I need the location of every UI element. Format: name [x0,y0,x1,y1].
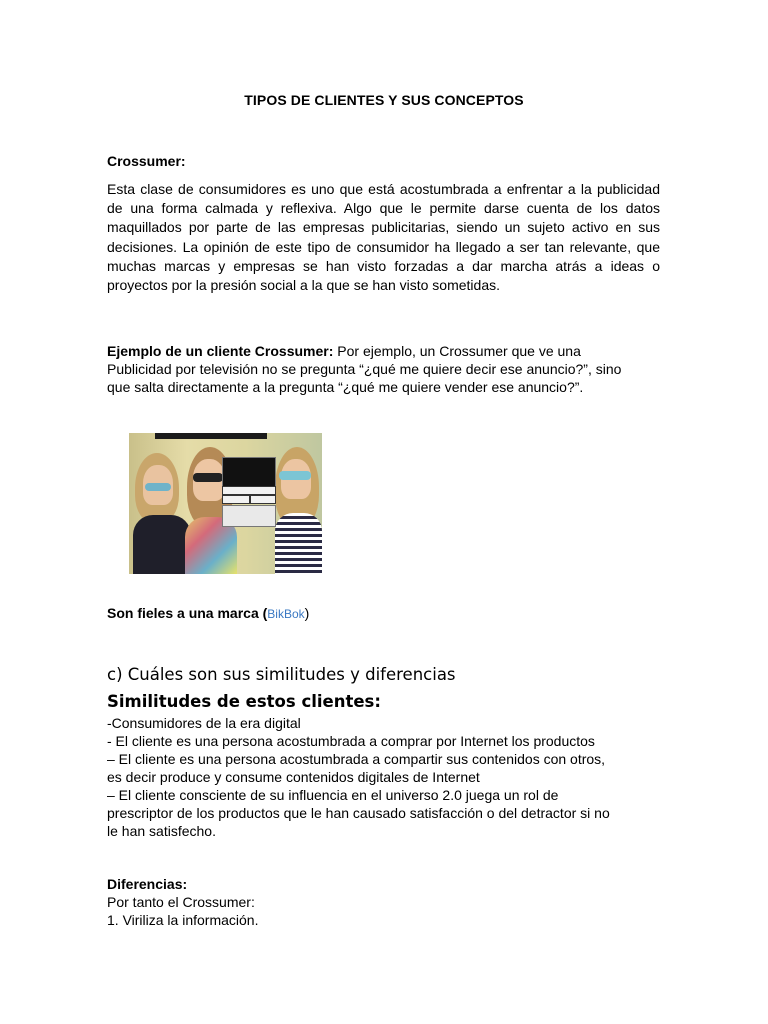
middle-girl-sunglasses [193,473,223,482]
example-label: Ejemplo de un cliente Crossumer: [107,343,334,359]
list-item: es decir produce y consume contenidos digitales de Internet [107,769,480,785]
right-girl-sunglasses [279,471,311,480]
differences-heading: Diferencias: [107,876,188,892]
photo-chip-1 [222,486,276,495]
list-item: Por tanto el Crossumer: [107,894,255,910]
brand-link[interactable]: BikBok [267,607,305,621]
right-girl-striped-top [275,513,322,574]
photo-menu-bar [155,433,267,439]
example-line-1 [107,342,667,360]
loyal-line [107,605,309,621]
differences-list [107,893,667,929]
loyal-close: ) [304,605,310,621]
photo-chip-2 [222,495,250,504]
left-girl-top [133,515,191,574]
example-text-1: Por ejemplo, un Crossumer que ve una [333,343,581,359]
example-line-2: Publicidad por televisión no se pregunta “¿qué me quiere decir ese anuncio?”, sino [107,361,622,377]
crossumer-paragraph: Esta clase de consumidores es uno que está acostumbrada a enfrentar a la publicidad de una forma calmada y reflexiva. Algo que le permite darse cuenta de los datos maquillados por parte de las empresas publicitarias, siendo un sujeto activo en sus decisiones. La opinión de este tipo de consumidor ha llegado a ser tan relevante, que muchas marcas y empresas se han visto forzadas a dar marcha atrás a ideas o proyectos por la presión social a la que se han visto sometidas. [107,181,660,294]
similarities-list [107,714,667,840]
advertisement-photo [129,433,322,574]
logo-panel [222,457,276,489]
list-item: 1. Viriliza la información. [107,912,259,928]
example-block [107,342,667,396]
photo-chip-3 [250,495,276,504]
loyal-text: Son fieles a una marca ( [107,605,268,621]
page-title: TIPOS DE CLIENTES Y SUS CONCEPTOS [244,92,524,108]
list-item: - El cliente es una persona acostumbrada a comprar por Internet los productos [107,733,595,749]
photo-badge [222,505,276,527]
list-item: – El cliente consciente de su influencia en el universo 2.0 juega un rol de [107,787,559,803]
list-item: – El cliente es una persona acostumbrada a compartir sus contenidos con otros, [107,751,606,767]
left-girl-sunglasses [145,483,171,491]
section-c-heading: c) Cuáles son sus similitudes y diferencias [107,665,456,684]
list-item: prescriptor de los productos que le han causado satisfacción o del detractor si no [107,805,610,821]
list-item: le han satisfecho. [107,823,216,839]
similarities-heading: Similitudes de estos clientes: [107,692,381,711]
crossumer-heading: Crossumer: [107,153,186,169]
list-item: -Consumidores de la era digital [107,715,301,731]
example-line-3: que salta directamente a la pregunta “¿qué me quiere vender ese anuncio?”. [107,379,584,395]
